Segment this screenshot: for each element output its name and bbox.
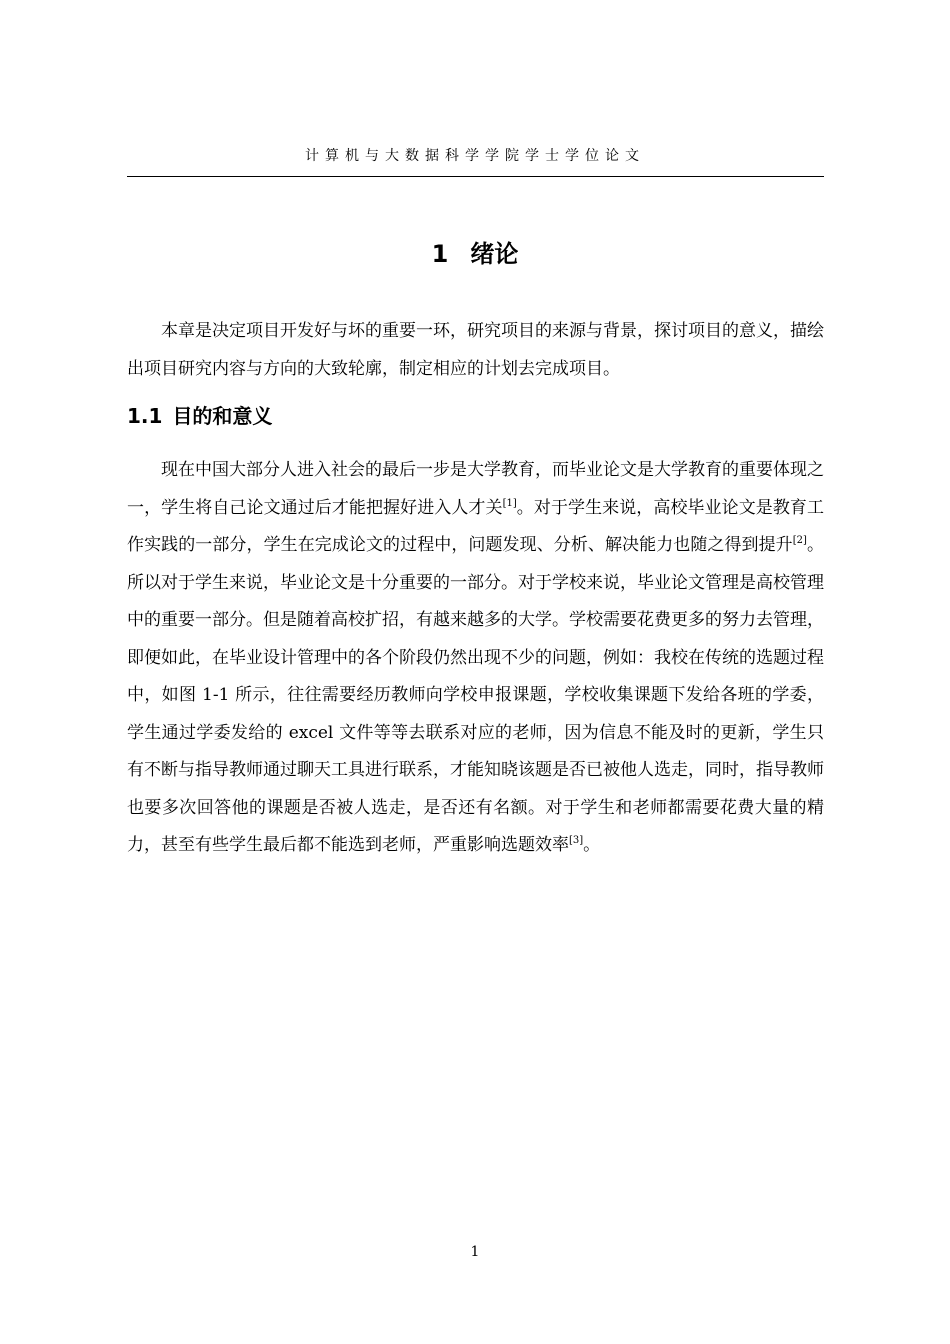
chapter-title — [0, 236, 950, 272]
main-paragraph-part-2: 。对于学生来说，高校毕业论文是教育工作实践的一部分，学生在完成论文的过程中，问题发现、分析、解决能力也随之得到提升 — [127, 497, 825, 555]
running-header: 计算机与大数据科学学院学士学位论文 — [305, 148, 645, 164]
main-paragraph-part-3: 。所以对于学生来说，毕业论文是十分重要的一部分。对于学校来说，毕业论文管理是高校管理中的重要一部分。但是随着高校扩招，有越来越多的大学。学校需要花费更多的努力去管理，即便如此，在毕业设计管理中的各个阶段仍然出现不少的问题，例如：我校在传统的选题过程中，如图 1-1 所示，往往需要经历教师向学校申报课题，学校收集课题下发给各班的学委，学生通过学委发给的 excel 文件等等去联系对应的老师，因为信息不能及时的更新，学生只有不断与指导教师通过聊天工具进行联系，才能知晓该题是否已被他人选走，同时，指导教师也要多次回答他的课题是否被人选走，是否还有名额。对于学生和老师都需要花费大量的精力，甚至有些学生最后都不能选到老师，严重影响选题效率 — [127, 535, 825, 855]
citation-3: [3] — [569, 835, 584, 846]
main-paragraph-part-1: 现在中国大部分人进入社会的最后一步是大学教育，而毕业论文是大学教育的重要体现之一，学生将自己论文通过后才能把握好进入人才关 — [127, 460, 824, 518]
main-paragraph-part-4: 。 — [583, 835, 601, 855]
page-number: 1 — [470, 1244, 480, 1260]
intro-paragraph: 本章是决定项目开发好与坏的重要一环，研究项目的来源与背景，探讨项目的意义，描绘出项目研究内容与方向的大致轮廓，制定相应的计划去完成项目。 — [127, 321, 824, 379]
citation-2: [2] — [792, 535, 807, 546]
main-paragraph — [127, 452, 824, 865]
section-number: 1.1 — [127, 404, 163, 428]
section-heading — [127, 398, 824, 434]
citation-1: [1] — [502, 497, 517, 509]
chapter-number: 1 — [431, 240, 449, 268]
section-title: 目的和意义 — [172, 404, 273, 428]
chapter-title-text: 绪论 — [470, 240, 519, 268]
header-rule — [127, 176, 824, 177]
